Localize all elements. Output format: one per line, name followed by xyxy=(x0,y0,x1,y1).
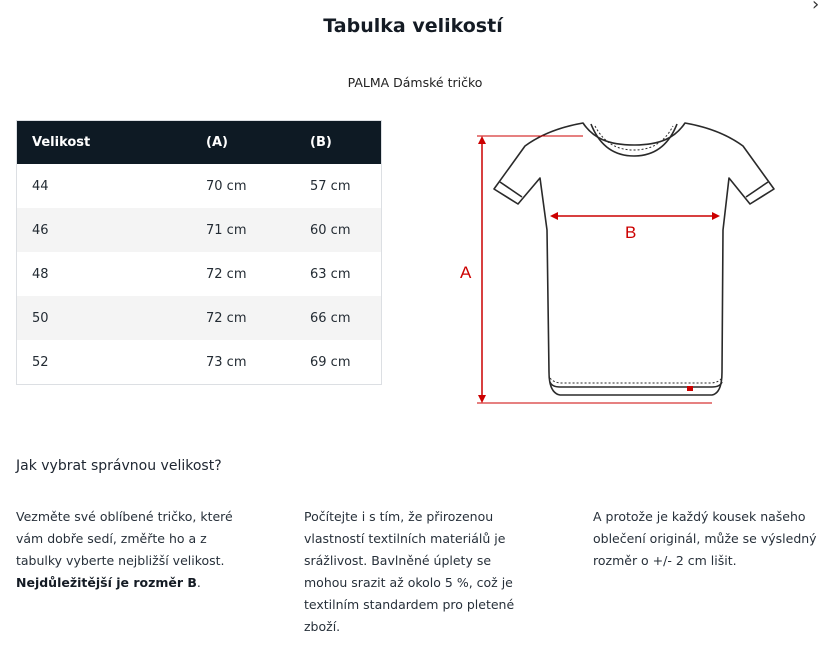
column-header-a: (A) xyxy=(206,121,310,165)
measure-b-arrow-right xyxy=(712,212,720,220)
table-header-row xyxy=(17,121,382,165)
cell-a: 72 cm xyxy=(206,266,247,282)
product-name: PALMA Dámské tričko xyxy=(347,75,483,90)
guide-paragraph-3: A protože je každý kousek našeho oblečení originál, může se výsledný rozměr o +/- 2 cm lišit. xyxy=(593,509,817,568)
measure-a-label: A xyxy=(460,263,472,282)
cell-a: 70 cm xyxy=(206,178,247,194)
cell-a: 71 cm xyxy=(206,208,310,252)
guide-paragraph-1-text: Vezměte své oblíbené tričko, které vám dobře sedí, změřte ho a z tabulky vyberte nejbližší velikost. xyxy=(16,509,233,568)
cell-size: 50 xyxy=(17,296,207,340)
cell-a: 73 cm xyxy=(206,354,247,370)
close-icon[interactable]: › xyxy=(812,0,820,15)
table-row xyxy=(17,340,382,385)
label-tag-icon xyxy=(687,386,693,391)
measure-b-label: B xyxy=(625,223,637,242)
cell-size: 52 xyxy=(32,354,49,370)
cell-b: 60 cm xyxy=(310,208,382,252)
table-row xyxy=(17,252,382,296)
cell-size: 46 xyxy=(17,208,207,252)
cell-b: 63 cm xyxy=(310,266,351,282)
guide-heading: Jak vybrat správnou velikost? xyxy=(16,458,222,474)
column-header-b: (B) xyxy=(310,121,382,165)
measure-a-arrow-bottom xyxy=(478,395,486,403)
tshirt-outline xyxy=(494,123,774,395)
measure-b-arrow-left xyxy=(550,212,558,220)
cell-b: 66 cm xyxy=(310,296,382,340)
guide-paragraph-1-bold: Nejdůležitější je rozměr B xyxy=(16,575,197,590)
cell-a: 72 cm xyxy=(206,296,310,340)
cell-b: 57 cm xyxy=(310,178,351,194)
size-table xyxy=(16,120,382,385)
page-title: Tabulka velikostí xyxy=(323,15,503,37)
cell-size: 48 xyxy=(32,266,49,282)
table-row xyxy=(17,296,382,340)
cell-b: 69 cm xyxy=(310,354,351,370)
cell-size: 44 xyxy=(32,178,49,194)
guide-paragraph-2: Počítejte i s tím, že přirozenou vlastností textilních materiálů je srážlivost. Bavlněné úplety se mohou srazit až okolo 5 %, což je textilním standardem pro pletené zboží. xyxy=(304,509,515,634)
table-row xyxy=(17,164,382,208)
guide-paragraph-1 xyxy=(16,506,246,594)
bottom-hem-stitch xyxy=(550,378,722,383)
table-row xyxy=(17,208,382,252)
column-header-size: Velikost xyxy=(17,121,207,165)
measure-a-arrow-top xyxy=(478,136,486,144)
bottom-hem xyxy=(550,382,722,387)
guide-paragraph-1-end: . xyxy=(196,575,201,590)
tshirt-diagram xyxy=(455,112,785,412)
